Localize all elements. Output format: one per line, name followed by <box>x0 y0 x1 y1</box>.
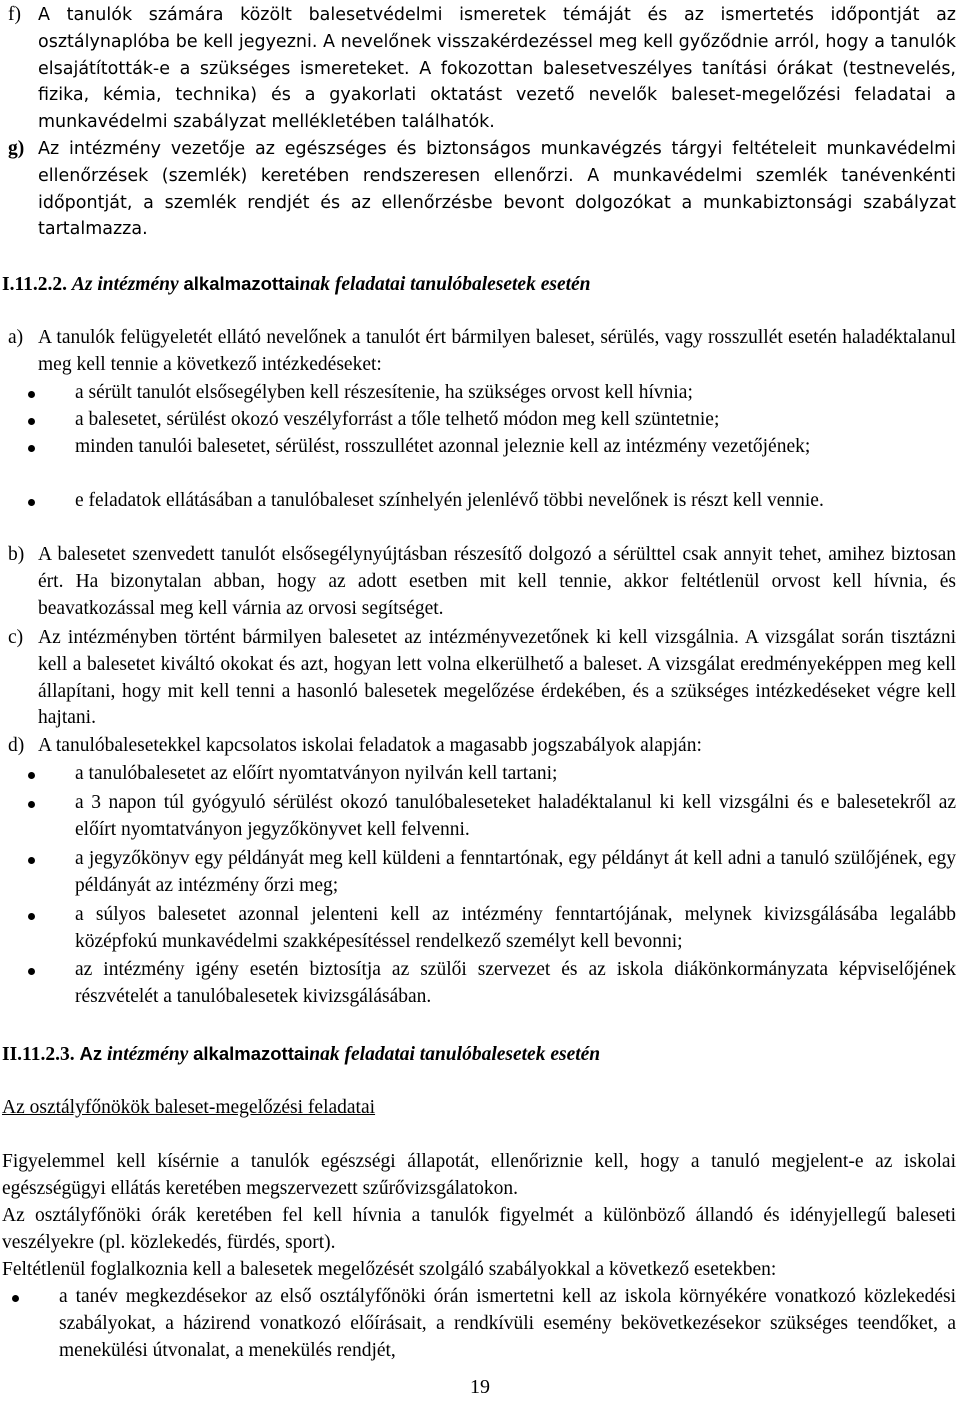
bullet-item: a súlyos balesetet azonnal jelenteni kell az intézmény fenntartójának, melynek kivizsgálásába legalább középfokú munkavédelmi szakképesítéssel rendelkező személyt kell bevonni; <box>40 902 956 956</box>
list-item-f <box>8 2 956 136</box>
bullet-item: a 3 napon túl gyógyuló sérülést okozó tanulóbaleseteket haladéktalanul ki kell vizsgálni és e balesetekről az előírt nyomtatványon jegyzőkönyvet kell felvenni. <box>40 790 956 844</box>
list-marker: b) <box>8 544 25 565</box>
bullet-icon <box>28 772 35 779</box>
paragraph-text: A balesetet szenvedett tanulót elsősegélynyújtásban részesítő dolgozó a sérülttel csak annyit tehet, amihez biztosan ért. Ha bizonytalan abban, hogy az adott esetben mit kell tennie, akkor feltétlenül orvost kell hívnia, és beavatkozással meg kell várnia az orvosi segítséget. <box>38 544 956 619</box>
list-item-g <box>8 136 956 243</box>
bullet-icon <box>28 418 35 425</box>
list-item-c <box>8 625 956 732</box>
bullet-item: a balesetet, sérülést okozó veszélyforrást a tőle telhető módon meg kell szüntetnie; <box>40 407 956 434</box>
bullet-item: a tanév megkezdésekor az első osztályfőnöki órán ismertetni kell az iskola környékére vonatkozó közlekedési szabályokat, a házirend vonatkozó előírásait, a rendkívüli esemény bekövetkezésekor szükséges teendőket, a menekülési útvonalat, a menekülés rendjét, <box>24 1284 956 1364</box>
paragraph: Figyelemmel kell kísérnie a tanulók egészségi állapotát, ellenőriznie kell, hogy a tanuló megjelent-e az iskolai egészségügyi ellátás keretében megszervezett szűrővizsgálatokon. <box>2 1151 956 1199</box>
bullet-icon <box>28 445 35 452</box>
bullet-item: e feladatok ellátásában a tanulóbaleset színhelyén jelenlévő többi nevelőnek is részt kell vennie. <box>40 488 956 515</box>
bullet-item: a jegyzőkönyv egy példányát meg kell küldeni a fenntartónak, egy példányt át kell adni a tanuló szülőjének, egy példányát az intézmény őrzi meg; <box>40 846 956 900</box>
bullet-item: minden tanulói balesetet, sérülést, rosszullétet azonnal jeleznie kell az intézmény vezetőjének; <box>40 434 956 461</box>
bullet-icon <box>28 968 35 975</box>
section-heading: I.11.2.2. Az intézmény alkalmazottainak feladatai tanulóbalesetek esetén <box>2 273 591 295</box>
paragraph-text: Az intézmény vezetője az egészséges és biztonságos munkavégzés tárgyi feltételeit munkavédelmi ellenőrzések (szemlék) keretében rendszeresen ellenőrzi. A munkavédelmi szemlék tanévenkénti időpontját, a szemlék rendjét és az ellenőrzésbe bevont dolgozókat a munkabiztonsági szabályzat tartalmazza. <box>38 139 956 240</box>
bullet-icon <box>28 391 35 398</box>
bullet-icon <box>28 801 35 808</box>
section-heading: II.11.2.3. Az intézmény alkalmazottainak feladatai tanulóbalesetek esetén <box>2 1043 601 1065</box>
paragraph-text: A tanulóbalesetekkel kapcsolatos iskolai feladatok a magasabb jogszabályok alapján: <box>38 735 702 756</box>
bullet-item: az intézmény igény esetén biztosítja az szülői szervezet és az iskola diákönkormányzata képviselőjének részvételét a tanulóbalesetek kivizsgálásában. <box>40 957 956 1011</box>
list-marker: g) <box>8 138 25 159</box>
list-item-b <box>8 542 956 622</box>
paragraph-text: Az intézményben történt bármilyen balesetet az intézményvezetőnek ki kell vizsgálnia. A vizsgálat során tisztázni kell a balesetet kiváltó okokat és azt, hogyan lett volna elkerülhető a baleset. A vizsgálat eredményeképpen meg kell állapítani, hogy mit kell tenni a hasonló balesetek megelőzése érdekében, és a szükséges intézkedéseket végre kell hajtani. <box>38 627 956 729</box>
bullet-icon <box>12 1295 19 1302</box>
list-marker: c) <box>8 627 24 648</box>
bullet-icon <box>28 499 35 506</box>
list-marker: a) <box>8 327 24 348</box>
paragraph: Az osztályfőnöki órák keretében fel kell hívnia a tanulók figyelmét a különböző állandó és idényjellegű baleseti veszélyekre (pl. közlekedés, fürdés, sport). <box>2 1205 956 1253</box>
list-item-d <box>8 733 956 760</box>
paragraph-text: A tanulók felügyeletét ellátó nevelőnek a tanulót ért bármilyen baleset, sérülés, vagy rosszullét esetén haladéktalanul meg kell tennie a következő intézkedéseket: <box>38 327 956 375</box>
list-marker: f) <box>8 4 21 25</box>
paragraph: Feltétlenül foglalkoznia kell a balesetek megelőzését szolgáló szabályokkal a következő esetekben: <box>2 1259 777 1280</box>
subheading: Az osztályfőnökök baleset-megelőzési feladatai <box>2 1097 376 1118</box>
list-marker: d) <box>8 735 25 756</box>
paragraph-text: A tanulók számára közölt balesetvédelmi ismeretek témáját és az ismertetés időpontját az osztálynaplóba be kell jegyezni. A nevelőnek visszakérdezéssel meg kell győződnie arról, hogy a tanulók elsajátították-e a szükséges ismereteket. A fokozottan balesetveszélyes tanítási órákat (testnevelés, fizika, kémia, technika) és a gyakorlati oktatást vezető nevelők baleset-megelőzési feladatai a munkavédelmi szabályzat mellékletében találhatók. <box>38 5 956 133</box>
section-number: I.11.2.2. <box>2 274 68 295</box>
bullet-item: a sérült tanulót elsősegélyben kell részesítenie, ha szükséges orvost kell hívnia; <box>40 380 956 407</box>
bullet-icon <box>28 857 35 864</box>
bullet-item: a tanulóbalesetet az előírt nyomtatványon nyilván kell tartani; <box>40 761 956 788</box>
section-number: II.11.2.3. <box>2 1044 75 1065</box>
bullet-icon <box>28 913 35 920</box>
page-number: 19 <box>470 1376 490 1398</box>
list-item-a <box>8 325 956 379</box>
